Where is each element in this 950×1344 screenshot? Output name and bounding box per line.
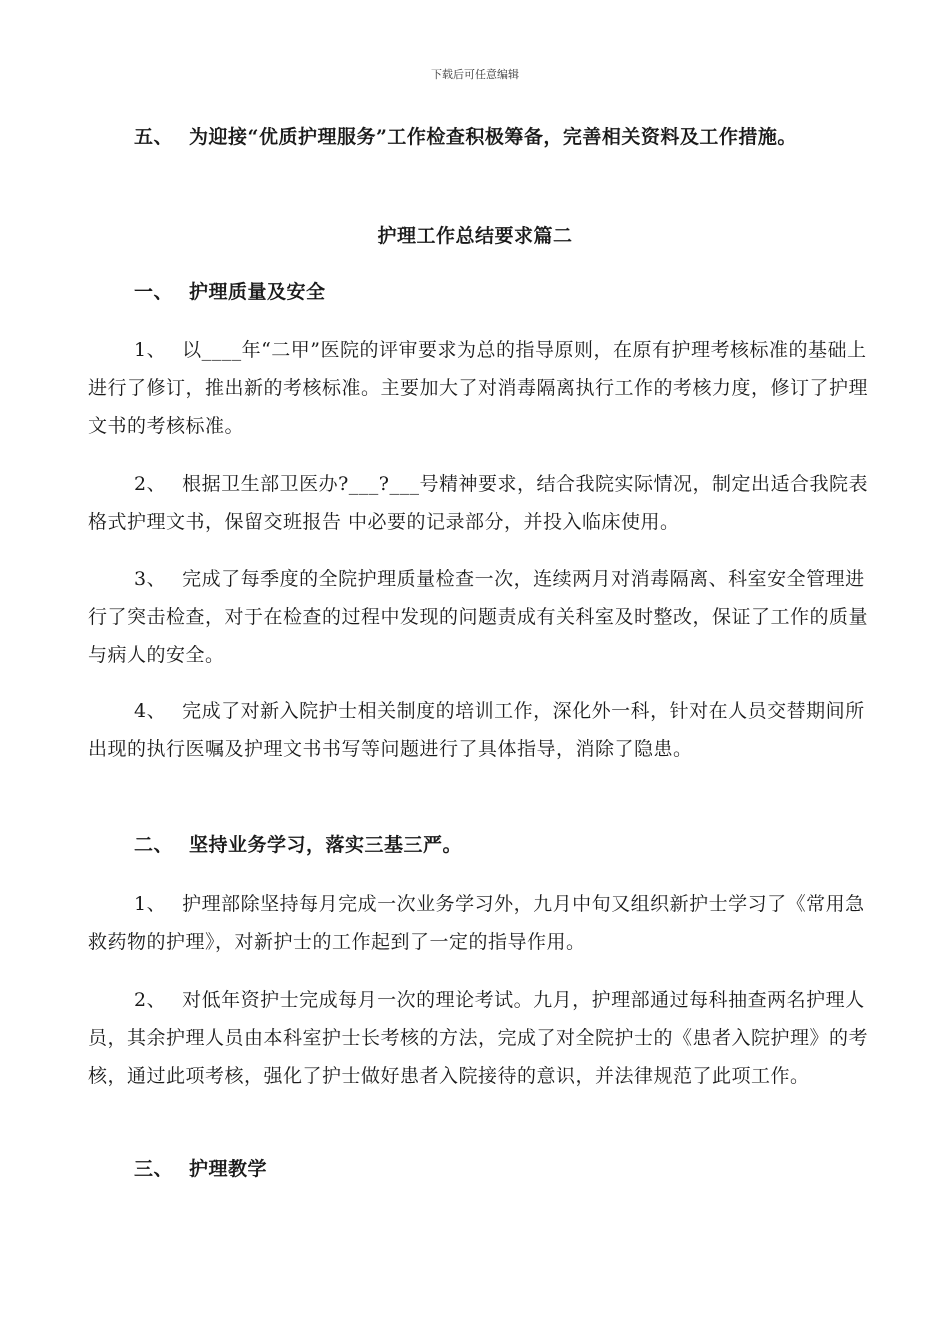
section-number: 二、 — [134, 834, 174, 856]
section-number: 一、 — [134, 281, 174, 303]
section-number: 五、 — [134, 126, 174, 148]
item-text: 根据卫生部卫医办?___?___号精神要求，结合我院实际情况，制定出适合我院表格式护理文书，保留交班报告 中必要的记录部分，并投入临床使用。 — [88, 473, 868, 533]
paragraph-2-2 — [88, 981, 870, 1095]
item-text: 以____年“二甲”医院的评审要求为总的指导原则，在原有护理考核标准的基础上进行了修订，推出新的考核标准。主要加大了对消毒隔离执行工作的考核力度，修订了护理文书的考核标准。 — [88, 339, 869, 437]
paragraph-1-1 — [88, 331, 870, 445]
item-text: 对低年资护士完成每月一次的理论考试。九月，护理部通过每科抽查两名护理人员，其余护理人员由本科室护士长考核的方法，完成了对全院护士的《患者入院护理》的考核，通过此项考核，强化了护士做好患者入院接待的意识，并法律规范了此项工作。 — [88, 989, 869, 1087]
header-note: 下载后可任意编辑 — [431, 68, 519, 81]
document-title: 护理工作总结要求篇二 — [377, 225, 573, 247]
section-text: 护理教学 — [189, 1158, 268, 1180]
item-number: 3、 — [134, 568, 167, 590]
item-number: 4、 — [134, 700, 167, 722]
section-2-heading — [88, 826, 870, 864]
item-text: 完成了每季度的全院护理质量检查一次，连续两月对消毒隔离、科室安全管理进行了突击检查，对于在检查的过程中发现的问题责成有关科室及时整改，保证了工作的质量与病人的安全。 — [88, 568, 869, 666]
section-3-heading — [88, 1150, 870, 1188]
paragraph-1-3 — [88, 560, 870, 674]
section-5-heading — [88, 118, 870, 156]
section-number: 三、 — [134, 1158, 174, 1180]
item-number: 1、 — [134, 339, 167, 361]
section-text: 为迎接“优质护理服务”工作检查积极筹备，完善相关资料及工作措施。 — [189, 126, 797, 148]
section-1-heading — [88, 273, 870, 311]
item-text: 完成了对新入院护士相关制度的培训工作，深化外一科，针对在人员交替期间所出现的执行医嘱及护理文书书写等问题进行了具体指导，消除了隐患。 — [88, 700, 865, 760]
item-number: 1、 — [134, 893, 167, 915]
item-text: 护理部除坚持每月完成一次业务学习外，九月中旬又组织新护士学习了《常用急救药物的护理》，对新护士的工作起到了一定的指导作用。 — [88, 893, 865, 953]
paragraph-1-4 — [88, 692, 870, 768]
section-text: 坚持业务学习，落实三基三严。 — [189, 834, 463, 856]
item-number: 2、 — [134, 473, 167, 495]
paragraph-1-2 — [88, 465, 870, 541]
item-number: 2、 — [134, 989, 167, 1011]
paragraph-2-1 — [88, 885, 870, 961]
section-text: 护理质量及安全 — [189, 281, 326, 303]
